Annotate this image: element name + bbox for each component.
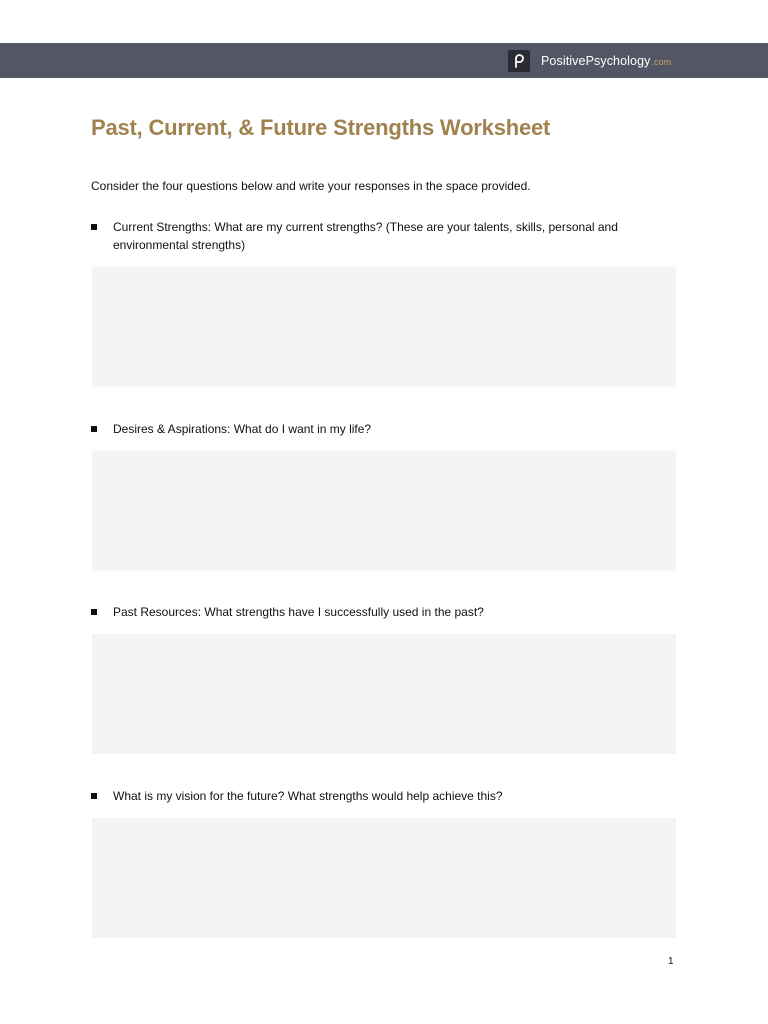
question-text: Current Strengths: What are my current strengths? (These are your talents, skills, personal and environmental strengths) <box>113 220 618 252</box>
page-title: Past, Current, & Future Strengths Worksheet <box>91 115 551 140</box>
answer-box-2[interactable] <box>92 451 676 571</box>
question-3 <box>91 603 676 621</box>
square-bullet-icon <box>91 793 97 799</box>
square-bullet-icon <box>91 426 97 432</box>
brand-tld: .com <box>651 57 672 67</box>
page-number: 1 <box>668 956 674 967</box>
question-text: Desires & Aspirations: What do I want in my life? <box>113 422 372 436</box>
brand[interactable] <box>508 50 671 72</box>
p-logo-icon <box>508 50 530 72</box>
square-bullet-icon <box>91 224 97 230</box>
header-bar <box>0 43 768 78</box>
answer-box-4[interactable] <box>92 818 676 938</box>
square-bullet-icon <box>91 609 97 615</box>
question-4 <box>91 787 676 805</box>
answer-box-1[interactable] <box>92 267 676 387</box>
question-text: Past Resources: What strengths have I successfully used in the past? <box>113 605 484 619</box>
brand-name: PositivePsychology.com <box>541 54 672 68</box>
question-text: What is my vision for the future? What strengths would help achieve this? <box>113 789 503 803</box>
answer-box-3[interactable] <box>92 634 676 754</box>
question-2 <box>91 420 676 438</box>
question-1 <box>91 218 676 254</box>
intro-text: Consider the four questions below and write your responses in the space provided. <box>91 179 531 193</box>
